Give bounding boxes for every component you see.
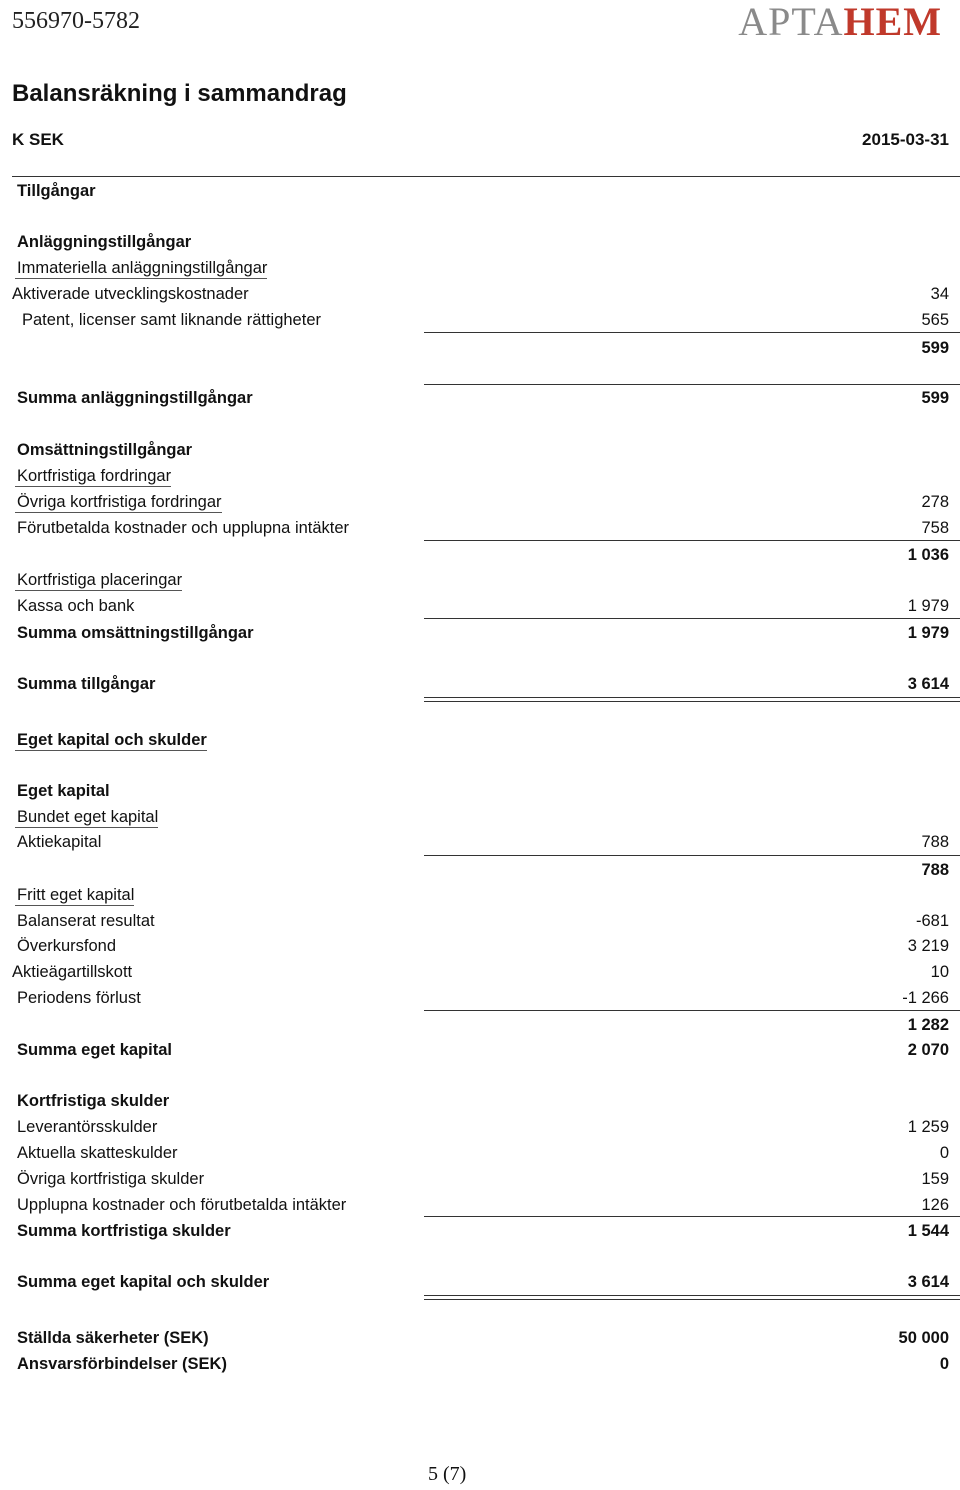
row-value: 3 614 <box>907 675 949 693</box>
row-label <box>17 389 253 408</box>
row-value: 3 219 <box>907 937 949 955</box>
row-label <box>17 1118 157 1137</box>
row-label <box>22 311 321 330</box>
row-label <box>17 1196 346 1215</box>
row-value: 565 <box>921 311 949 329</box>
row-label <box>17 675 155 694</box>
total-double-line <box>424 1295 960 1300</box>
row-value: 3 614 <box>907 1273 949 1291</box>
row-label <box>17 233 191 252</box>
company-logo <box>738 0 942 45</box>
row-value: 758 <box>921 519 949 537</box>
row-label <box>17 886 134 905</box>
row-label <box>17 441 192 460</box>
row-label-text: Kortfristiga fordringar <box>17 467 172 485</box>
row-label <box>17 833 101 852</box>
row-label <box>17 1355 227 1374</box>
unit-label: K SEK <box>12 130 64 149</box>
row-label <box>17 597 134 616</box>
row-value: 1 036 <box>907 546 949 564</box>
row-label-text: Bundet eget kapital <box>17 808 159 826</box>
row-value: 599 <box>921 389 949 407</box>
row-value: 2 070 <box>907 1041 949 1059</box>
subtotal-line <box>424 384 960 385</box>
logo-text-part1: APTA <box>738 0 844 44</box>
row-label-text: Eget kapital <box>17 782 110 800</box>
row-label <box>17 731 207 750</box>
row-label <box>17 1222 231 1241</box>
row-label-text: Patent, licenser samt liknande rättigheter <box>22 311 321 329</box>
row-label-text: Balanserat resultat <box>17 912 155 930</box>
subtotal-line <box>424 332 960 333</box>
row-label <box>17 259 267 278</box>
header-divider <box>12 176 960 177</box>
row-value: -681 <box>915 912 949 930</box>
row-label <box>17 937 116 956</box>
row-label <box>17 989 141 1008</box>
row-label-text: Aktuella skatteskulder <box>17 1144 178 1162</box>
row-value: 0 <box>939 1355 949 1373</box>
row-label <box>17 782 110 801</box>
row-value: 50 000 <box>898 1329 949 1347</box>
row-label-text: Eget kapital och skulder <box>17 731 207 749</box>
row-label <box>17 182 96 201</box>
row-label-text: Övriga kortfristiga fordringar <box>17 493 222 511</box>
row-label <box>12 963 132 982</box>
row-value: 1 979 <box>907 597 949 615</box>
row-label-text: Aktiekapital <box>17 833 102 851</box>
row-value: 1 979 <box>907 624 949 642</box>
row-label-text: Kortfristiga skulder <box>17 1092 170 1110</box>
row-label <box>17 624 254 643</box>
row-label-text: Leverantörsskulder <box>17 1118 158 1136</box>
row-label-text: Övriga kortfristiga skulder <box>17 1170 205 1188</box>
row-value: 0 <box>939 1144 949 1162</box>
row-label <box>17 808 158 827</box>
total-double-line <box>424 697 960 702</box>
row-value: 788 <box>921 833 949 851</box>
row-value: 10 <box>930 963 949 981</box>
row-label-text: Summa eget kapital <box>17 1041 172 1059</box>
row-value: 159 <box>921 1170 949 1188</box>
row-label <box>17 1273 269 1292</box>
subtotal-line <box>424 1010 960 1011</box>
row-label-text: Ställda säkerheter (SEK) <box>17 1329 209 1347</box>
row-label <box>12 285 249 304</box>
row-label-text: Tillgångar <box>17 182 96 200</box>
row-label-text: Summa kortfristiga skulder <box>17 1222 231 1240</box>
row-label <box>17 1170 204 1189</box>
row-label <box>17 1092 169 1111</box>
row-label <box>17 1329 209 1348</box>
row-value: 34 <box>930 285 949 303</box>
row-value: 1 544 <box>907 1222 949 1240</box>
page-number: 5 (7) <box>428 1463 467 1485</box>
page-title: Balansräkning i sammandrag <box>12 80 347 107</box>
row-value: 278 <box>921 493 949 511</box>
row-label-text: Summa eget kapital och skulder <box>17 1273 270 1291</box>
row-label <box>17 571 182 590</box>
row-label-text: Kassa och bank <box>17 597 135 615</box>
row-label-text: Förutbetalda kostnader och upplupna intäkter <box>17 519 350 537</box>
row-label-text: Summa omsättningstillgångar <box>17 624 254 642</box>
row-label-text: Anläggningstillgångar <box>17 233 192 251</box>
row-label-text: Aktieägartillskott <box>12 963 133 981</box>
row-value: -1 266 <box>902 989 949 1007</box>
row-label-text: Fritt eget kapital <box>17 886 135 904</box>
row-value: 1 282 <box>907 1016 949 1034</box>
row-label-text: Kortfristiga placeringar <box>17 571 183 589</box>
row-label <box>17 1041 172 1060</box>
row-label-text: Summa anläggningstillgångar <box>17 389 253 407</box>
row-label <box>17 493 222 512</box>
row-value: 788 <box>921 861 949 879</box>
subtotal-line <box>424 540 960 541</box>
row-value: 599 <box>921 339 949 357</box>
row-label-text: Immateriella anläggningstillgångar <box>17 259 268 277</box>
report-date: 2015-03-31 <box>862 130 949 149</box>
row-label <box>17 519 349 538</box>
row-label-text: Periodens förlust <box>17 989 141 1007</box>
subtotal-line <box>424 1216 960 1217</box>
row-label-text: Överkursfond <box>17 937 117 955</box>
row-label-text: Upplupna kostnader och förutbetalda intäkter <box>17 1196 347 1214</box>
row-label <box>17 1144 178 1163</box>
row-label <box>17 912 155 931</box>
subtotal-line <box>424 855 960 856</box>
logo-text-part2: HEM <box>843 0 942 44</box>
row-value: 1 259 <box>907 1118 949 1136</box>
subtotal-line <box>424 618 960 619</box>
row-label-text: Ansvarsförbindelser (SEK) <box>17 1355 227 1373</box>
org-number: 556970-5782 <box>12 8 140 34</box>
row-value: 126 <box>921 1196 949 1214</box>
row-label-text: Omsättningstillgångar <box>17 441 193 459</box>
row-label <box>17 467 171 486</box>
row-label-text: Aktiverade utvecklingskostnader <box>12 285 249 303</box>
row-label-text: Summa tillgångar <box>17 675 156 693</box>
